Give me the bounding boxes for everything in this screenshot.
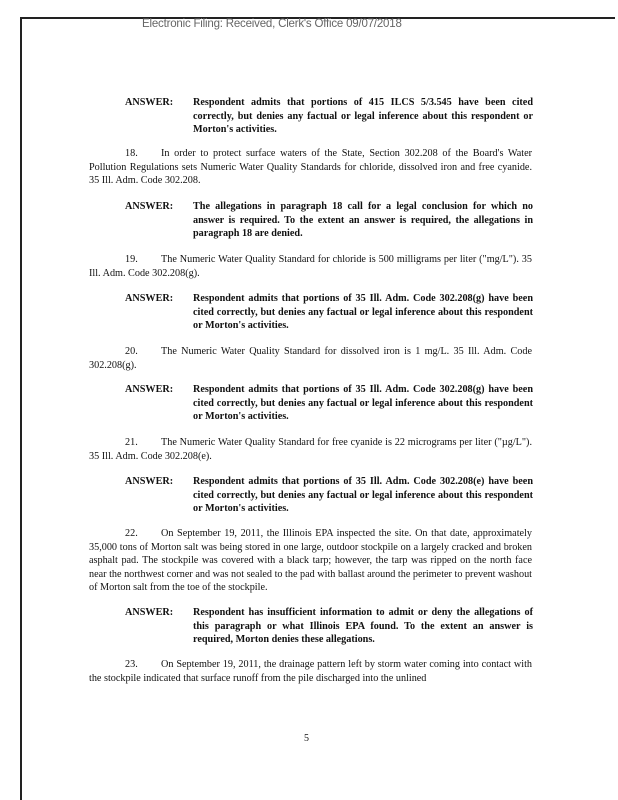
filing-stamp: Electronic Filing: Received, Clerk's Office 09/07/2018 xyxy=(142,18,402,30)
answer-label: ANSWER: xyxy=(125,293,174,304)
answer-label: ANSWER: xyxy=(125,201,174,212)
paragraph-text: In order to protect surface waters of the State, Section 302.208 of the Board's Water Pollution Regulations sets Numeric Water Quality Standards for chloride, dissolved iron and free cyanide. 35 Ill. Adm. Code 302.208. xyxy=(89,148,532,187)
paragraph-22 xyxy=(89,527,532,595)
answer-intro xyxy=(125,96,533,137)
answer-text: The allegations in paragraph 18 call for a legal conclusion for which no answer is required. To the extent an answer is required, the allegations in paragraph 18 are denied. xyxy=(193,201,533,240)
paragraph-21 xyxy=(89,436,532,463)
answer-text: Respondent admits that portions of 35 Ill. Adm. Code 302.208(g) have been cited correctly, but denies any factual or legal inference about this respondent or Morton's activities. xyxy=(193,293,533,332)
paragraph-number: 21. xyxy=(125,437,138,448)
answer-22 xyxy=(125,606,533,647)
answer-21 xyxy=(125,475,533,516)
paragraph-text: The Numeric Water Quality Standard for chloride is 500 milligrams per liter ("mg/L"). 35 Ill. Adm. Code 302.208(g). xyxy=(89,254,532,279)
answer-text: Respondent admits that portions of 35 Ill. Adm. Code 302.208(g) have been cited correctly, but denies any factual or legal inference about this respondent or Morton's activities. xyxy=(193,384,533,423)
page-number: 5 xyxy=(304,733,309,744)
answer-19 xyxy=(125,292,533,333)
answer-20 xyxy=(125,383,533,424)
paragraph-20 xyxy=(89,345,532,372)
paragraph-number: 20. xyxy=(125,346,138,357)
paragraph-text: On September 19, 2011, the drainage pattern left by storm water coming into contact with the stockpile indicated that surface runoff from the pile discharged into the unlined xyxy=(89,659,532,684)
answer-text: Respondent has insufficient information to admit or deny the allegations of this paragraph or what Illinois EPA found. To the extent an answer is required, Morton denies these allegations. xyxy=(193,607,533,646)
paragraph-text: The Numeric Water Quality Standard for free cyanide is 22 micrograms per liter ("µg/L"). 35 Ill. Adm. Code 302.208(e). xyxy=(89,437,532,462)
answer-label: ANSWER: xyxy=(125,97,174,108)
answer-18 xyxy=(125,200,533,241)
paragraph-number: 22. xyxy=(125,528,138,539)
paragraph-text: The Numeric Water Quality Standard for dissolved iron is 1 mg/L. 35 Ill. Adm. Code 302.208(g). xyxy=(89,346,532,371)
paragraph-19 xyxy=(89,253,532,280)
paragraph-text: On September 19, 2011, the Illinois EPA inspected the site. On that date, approximately 35,000 tons of Morton salt was being stored in one large, outdoor stockpile on a largely cracked and broken asphalt pad. The stockpile was covered with a black tarp; however, the tarp was ripped on the north face near the northwest corner and was not sealed to the pad with ballast around the perimeter to prevent washout of Morton salt from the toe of the stockpile. xyxy=(89,528,533,594)
paragraph-number: 23. xyxy=(125,659,138,670)
answer-label: ANSWER: xyxy=(125,607,174,618)
answer-label: ANSWER: xyxy=(125,384,174,395)
answer-text: Respondent admits that portions of 35 Ill. Adm. Code 302.208(e) have been cited correctly, but denies any factual or legal inference about this respondent or Morton's activities. xyxy=(193,476,533,515)
answer-label: ANSWER: xyxy=(125,476,174,487)
paragraph-18 xyxy=(89,147,532,188)
paragraph-number: 19. xyxy=(125,254,138,265)
answer-text: Respondent admits that portions of 415 ILCS 5/3.545 have been cited correctly, but denies any factual or legal inference about this respondent or Morton's activities. xyxy=(193,97,533,136)
paragraph-number: 18. xyxy=(125,148,138,159)
paragraph-23 xyxy=(89,658,532,685)
